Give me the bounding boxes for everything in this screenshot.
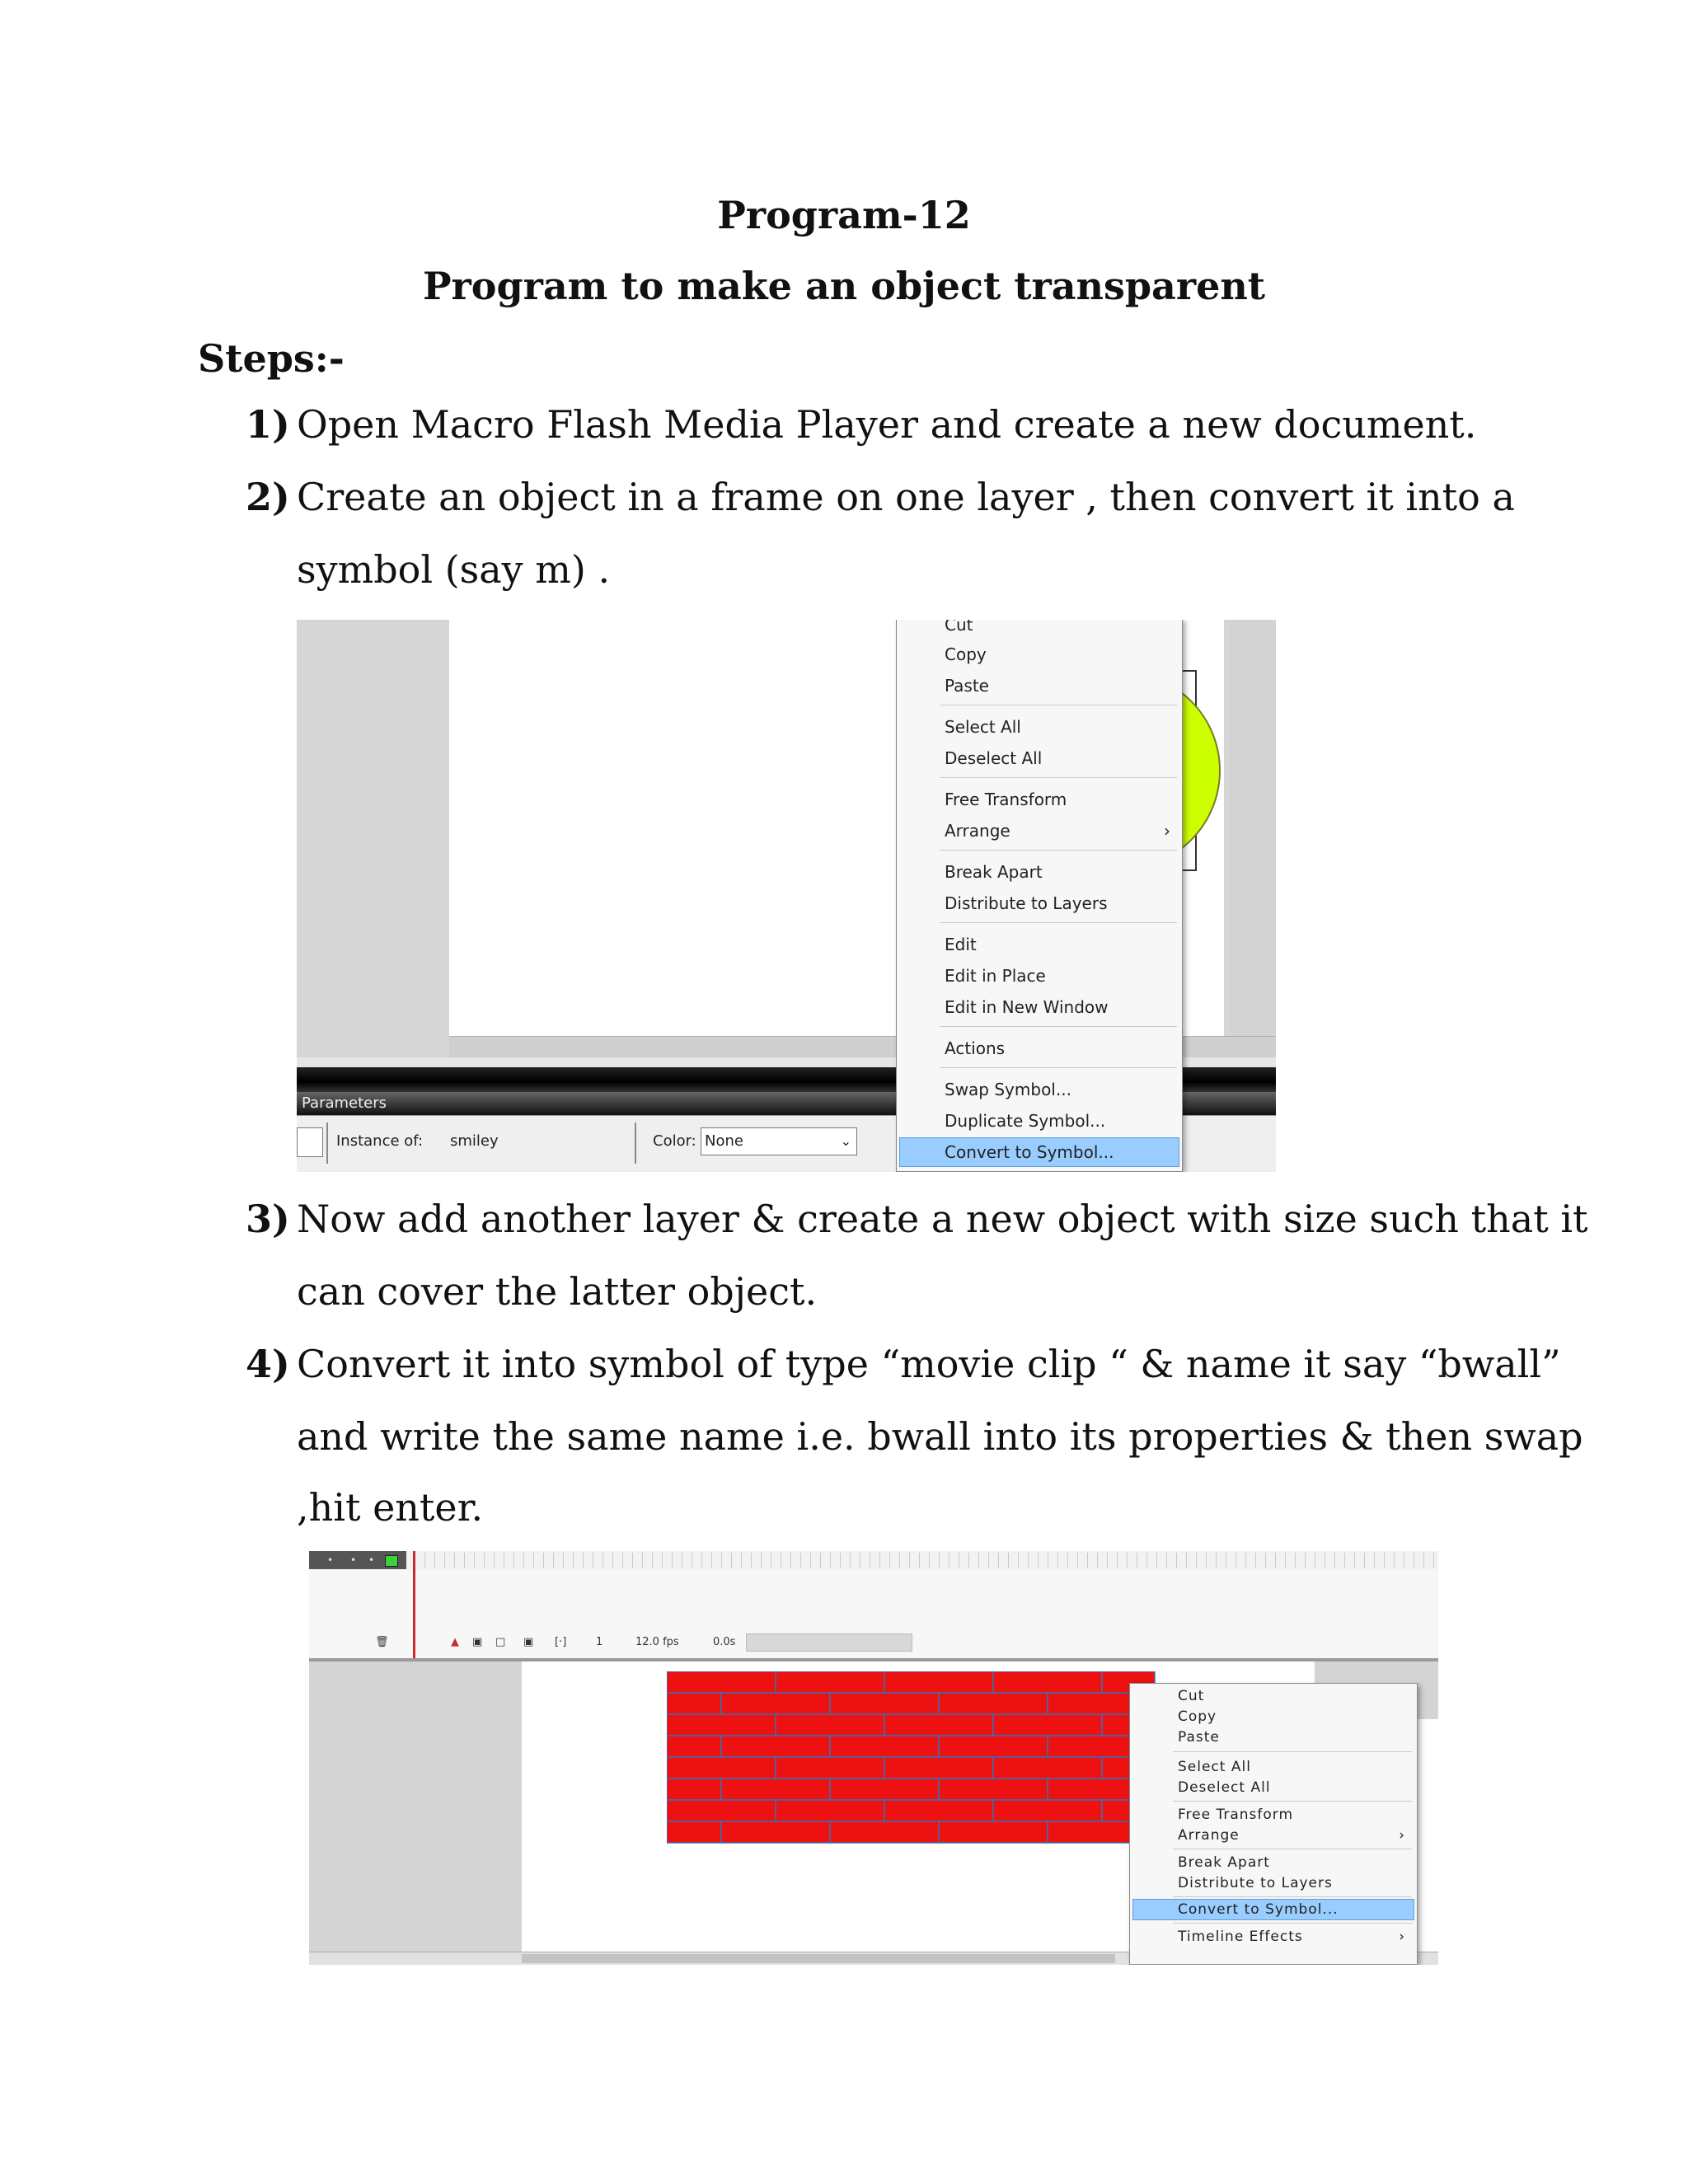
edit-multiple-frames-icon[interactable]: ▣	[523, 1636, 534, 1648]
step-4-number: 4)	[246, 1342, 290, 1386]
elapsed-time: 0.0s	[713, 1636, 736, 1648]
instance-value: smiley	[450, 1132, 499, 1150]
brick	[667, 1671, 776, 1693]
menu-item-deselect-all[interactable]: Deselect All	[1178, 1779, 1271, 1796]
brick	[939, 1693, 1048, 1714]
brick	[667, 1757, 776, 1779]
parameters-tab[interactable]: Parameters	[297, 1092, 1276, 1115]
menu-item-cut[interactable]: Cut	[945, 620, 973, 635]
color-select-value: None	[705, 1132, 743, 1150]
screenshot-brick-wall-context-menu	[309, 1551, 1438, 1965]
brick	[667, 1779, 721, 1800]
current-frame: 1	[596, 1636, 603, 1648]
lock-icon: •	[350, 1554, 357, 1566]
brick	[721, 1693, 830, 1714]
menu-item-distribute-to-layers[interactable]: Distribute to Layers	[1178, 1875, 1333, 1891]
step-2-number: 2)	[246, 475, 290, 519]
step-1-line-1: Open Macro Flash Media Player and create a new document.	[297, 402, 1477, 447]
layer-color-swatch	[385, 1555, 398, 1567]
center-frame-icon[interactable]: ▲	[451, 1636, 459, 1648]
timeline-frame-ruler[interactable]	[415, 1553, 1437, 1568]
step-3-number: 3)	[246, 1197, 290, 1241]
instance-label: Instance of:	[336, 1132, 424, 1150]
timeline-scrollbar[interactable]	[746, 1633, 912, 1652]
menu-item-copy[interactable]: Copy	[945, 644, 987, 664]
brick	[884, 1800, 993, 1821]
brick	[939, 1821, 1048, 1843]
steps-heading: Steps:-	[198, 336, 345, 381]
brick	[884, 1757, 993, 1779]
brick	[667, 1693, 721, 1714]
brick	[939, 1736, 1048, 1757]
menu-item-paste[interactable]: Paste	[1178, 1729, 1220, 1746]
brick	[993, 1671, 1102, 1693]
layer-row[interactable]	[309, 1551, 406, 1569]
chevron-down-icon: ⌄	[840, 1133, 851, 1149]
brick-wall-symbol	[667, 1671, 1161, 1844]
brick	[830, 1821, 939, 1843]
brick	[667, 1736, 721, 1757]
brick	[667, 1714, 776, 1736]
step-3-line-2: can cover the latter object.	[297, 1269, 818, 1314]
menu-item-paste[interactable]: Paste	[945, 676, 989, 696]
context-menu	[896, 620, 1183, 1172]
brick	[830, 1736, 939, 1757]
step-4-line-3: ,hit enter.	[297, 1485, 484, 1530]
step-3-line-1: Now add another layer & create a new object with size such that it	[297, 1197, 1588, 1241]
menu-item-swap-symbol[interactable]: Swap Symbol...	[945, 1080, 1071, 1099]
brick	[993, 1714, 1102, 1736]
brick	[721, 1736, 830, 1757]
menu-item-free-transform[interactable]: Free Transform	[945, 790, 1067, 809]
brick	[830, 1779, 939, 1800]
brick	[667, 1800, 776, 1821]
eye-icon: •	[327, 1554, 334, 1566]
step-4-line-2: and write the same name i.e. bwall into its properties & then swap	[297, 1414, 1583, 1459]
screenshot-smiley-context-menu	[297, 620, 1276, 1172]
menu-item-arrange-label: Arrange	[945, 821, 1010, 841]
timeline-header	[309, 1551, 1438, 1570]
menu-item-convert-to-symbol[interactable]: Convert to Symbol...	[1133, 1900, 1414, 1919]
brick	[884, 1671, 993, 1693]
step-2-line-1: Create an object in a frame on one layer , then convert it into a	[297, 475, 1515, 519]
onion-outline-icon[interactable]: □	[495, 1636, 506, 1648]
pasteboard-left	[309, 1661, 522, 1965]
menu-item-select-all[interactable]: Select All	[1178, 1759, 1251, 1775]
chevron-right-icon: ›	[1399, 1827, 1405, 1844]
brick	[721, 1821, 830, 1843]
menu-item-break-apart[interactable]: Break Apart	[945, 862, 1043, 882]
brick	[776, 1671, 884, 1693]
chevron-right-icon: ›	[1399, 1929, 1405, 1945]
menu-item-arrange-label: Arrange	[1178, 1827, 1240, 1844]
trash-icon[interactable]: 🗑	[375, 1636, 389, 1648]
brick	[721, 1779, 830, 1800]
color-label: Color:	[653, 1132, 696, 1150]
menu-item-edit-in-place[interactable]: Edit in Place	[945, 966, 1046, 986]
menu-item-convert-to-symbol[interactable]: Convert to Symbol...	[900, 1138, 1179, 1166]
brick	[993, 1757, 1102, 1779]
menu-item-duplicate-symbol[interactable]: Duplicate Symbol...	[945, 1111, 1106, 1131]
menu-item-actions[interactable]: Actions	[945, 1038, 1006, 1058]
menu-item-edit-in-new-window[interactable]: Edit in New Window	[945, 997, 1109, 1017]
modify-markers-icon[interactable]: [·]	[555, 1636, 567, 1648]
brick	[776, 1800, 884, 1821]
color-select[interactable]	[701, 1127, 857, 1155]
pasteboard-right	[1230, 620, 1276, 1036]
onion-skin-icon[interactable]: ▣	[472, 1636, 483, 1648]
step-4-line-1: Convert it into symbol of type “movie clip “ & name it say “bwall”	[297, 1342, 1561, 1386]
brick	[830, 1693, 939, 1714]
step-2-line-2: symbol (say m) .	[297, 547, 611, 592]
step-1-number: 1)	[246, 402, 290, 447]
brick	[667, 1821, 721, 1843]
menu-item-break-apart[interactable]: Break Apart	[1178, 1854, 1270, 1871]
context-menu	[1129, 1683, 1418, 1965]
menu-item-cut[interactable]: Cut	[1178, 1688, 1205, 1704]
menu-item-timeline-effects[interactable]	[1130, 1926, 1417, 1947]
menu-item-copy[interactable]: Copy	[1178, 1708, 1217, 1725]
chevron-right-icon: ›	[1164, 821, 1170, 841]
brick	[776, 1757, 884, 1779]
page-subtitle: Program to make an object transparent	[422, 264, 1266, 308]
frame-rate: 12.0 fps	[635, 1636, 679, 1648]
menu-item-arrange[interactable]	[897, 817, 1182, 845]
brick	[939, 1779, 1048, 1800]
menu-item-distribute-to-layers[interactable]: Distribute to Layers	[945, 893, 1108, 913]
brick	[776, 1714, 884, 1736]
brick	[884, 1714, 993, 1736]
symbol-preview-box	[297, 1127, 323, 1157]
menu-item-arrange[interactable]	[1130, 1825, 1417, 1846]
menu-item-select-all[interactable]: Select All	[945, 717, 1021, 737]
menu-item-deselect-all[interactable]: Deselect All	[945, 748, 1043, 768]
menu-item-edit[interactable]: Edit	[945, 935, 977, 954]
page-title: Program-12	[717, 193, 971, 237]
outline-icon: •	[368, 1554, 375, 1566]
menu-item-free-transform[interactable]: Free Transform	[1178, 1807, 1294, 1823]
brick	[993, 1800, 1102, 1821]
menu-item-timeline-effects-label: Timeline Effects	[1178, 1929, 1303, 1945]
